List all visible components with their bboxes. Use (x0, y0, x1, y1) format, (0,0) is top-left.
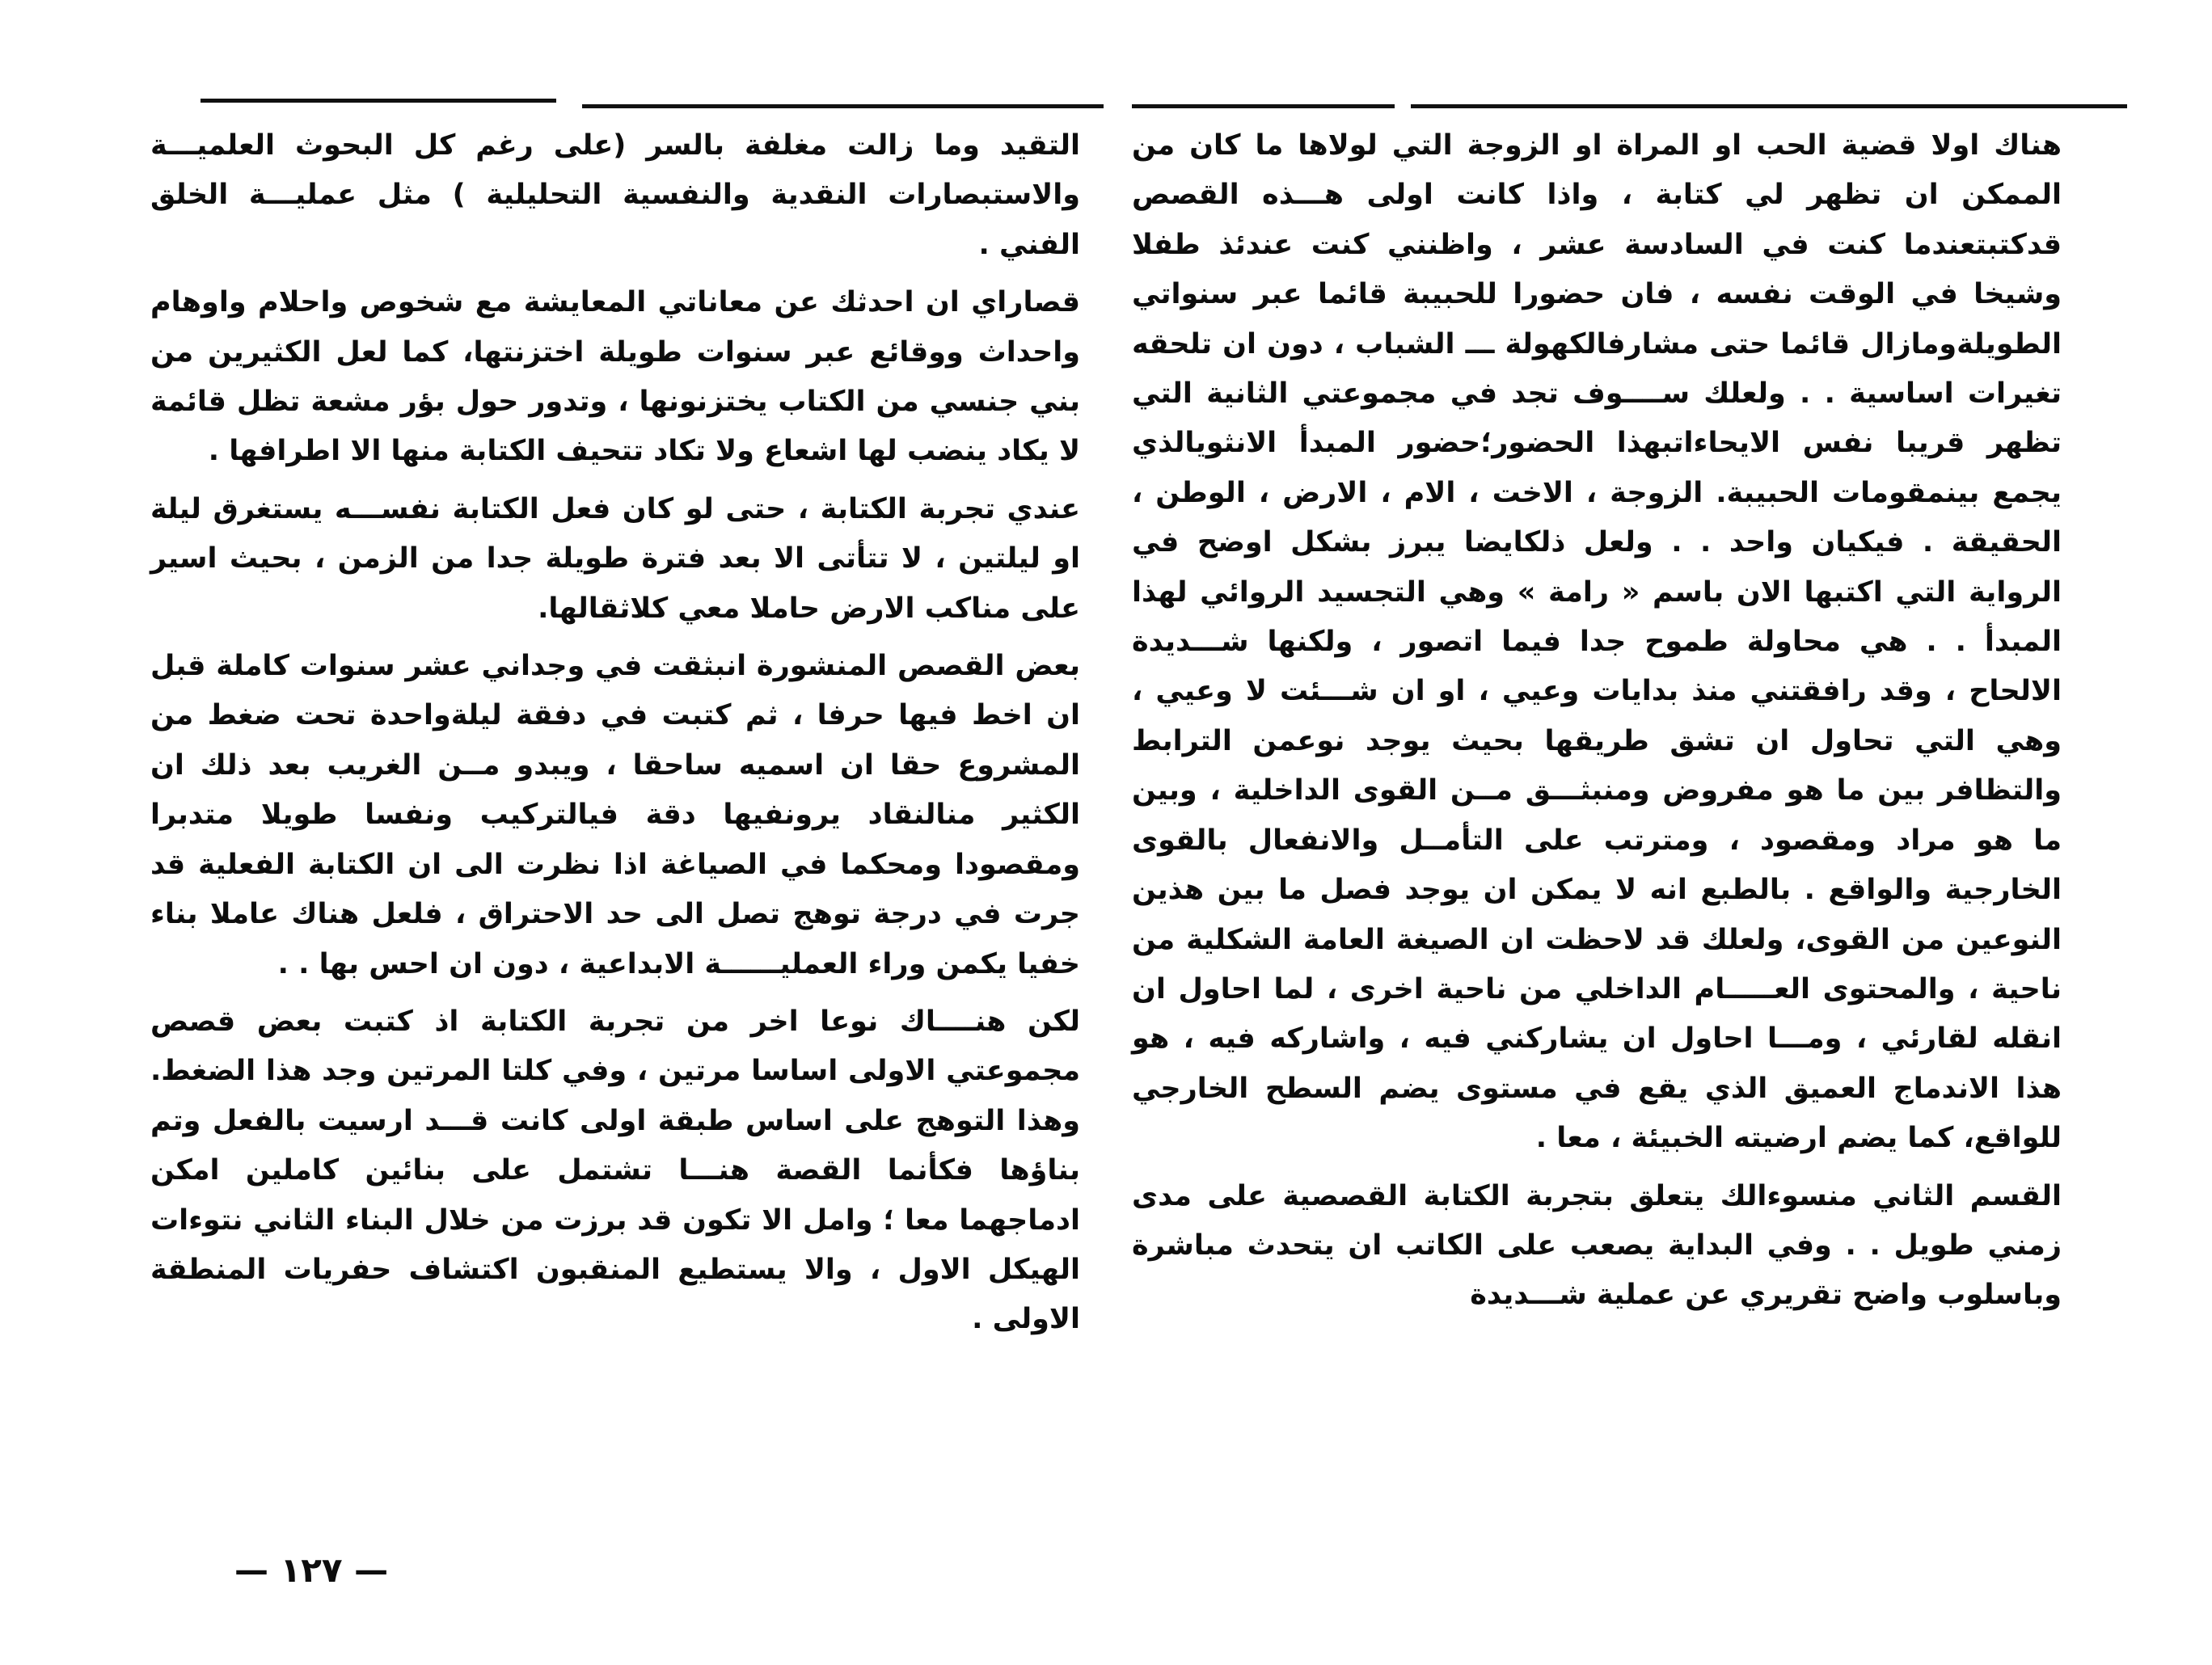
paragraph: لكن هنــــاك نوعا اخر من تجربة الكتابة اذ كتبت بعض قصص مجموعتي الاولى اساسا مرتين ، وفي كلتا المرتين وجد هذا الضغط. وهذا التوهج على اساس طبقة اولى كانت قـــد ارسيت بالفعل وتم بناؤها فكأنما القصة هنـــا تشتمل على بنائين كاملين امكن ادماجهما معا ؛ وامل الا تكون قد برزت من خلال البناء الثاني نتوءات الهيكل الاول ، والا يستطيع المنقبون اكتشاف حفريات المنطقة الاولى . (150, 1005, 1080, 1336)
top-rule-right-1 (1411, 104, 2127, 108)
top-rule-right-2 (1132, 104, 1395, 108)
page-number: — ١٢٧ — (234, 1550, 389, 1590)
paragraph: هناك اولا قضية الحب او المراة او الزوجة التي لولاها ما كان من الممكن ان تظهر لي كتابة ، واذا كانت اولى هـــذه القصص قدكتبتعندما كنت في السادسة عشر ، واظنني كنت عندئذ طفلا وشيخا في الوقت نفسه ، فان حضورا للحبيبة قائما عبر سنواتي الطويلةومازال قائما حتى مشارفالكهولة ـــ الشباب ، دون ان تلحقه تغيرات اساسية . . ولعلك ســــوف تجد في مجموعتي الثانية التي تظهر قريبا نفس الايحاءاتبهذا الحضور؛حضور المبدأ الانثويالذي يجمع بينمقومات الحبيبة. الزوجة ، الاخت ، الام ، الارض ، الوطن ، الحقيقة . فيكيان واحد . . ولعل ذلكايضا يبرز بشكل اوضح في الرواية التي اكتبها الان باسم « رامة » وهي التجسيد الروائي لهذا المبدأ . . هي محاولة طموح جدا فيما اتصور ، ولكنها شـــديدة الالحاح ، وقد رافقتني منذ بدايات وعيي ، او ان شـــئت لا وعيي ، وهي التي تحاول ان تشق طريقها بحيث يوجد نوعمن الترابط والتظافر بين ما هو مفروض ومنبثـــق مــن القوى الداخلية ، وبين ما هو مراد ومقصود ، ومترتب على التأمــل والانفعال بالقوى الخارجية والواقع . بالطبع انه لا يمكن ان يوجد فصل ما بين هذين النوعين من القوى، ولعلك قد لاحظت ان الصيغة العامة الشكلية من ناحية ، والمحتوى العـــــام الداخلي من ناحية اخرى ، لما احاول ان انقله لقارئي ، ومـــا احاول ان يشاركني فيه ، واشاركه فيه ، هو هذا الاندماج العميق الذي يقع في مستوى يضم السطح الخارجي للواقع، كما يضم ارضيته الخبيئة ، معا . (1132, 129, 2062, 1155)
text-column-left (150, 121, 1080, 1495)
paragraph: قصاراي ان احدثك عن معاناتي المعايشة مع شخوص واحلام واوهام واحداث ووقائع عبر سنوات طويلة اختزنتها، كما لعل الكثيرين من بني جنسي من الكتاب يختزنونها ، وتدور حول بؤر مشعة تظل قائمة لا يكاد ينضب لها اشعاع ولا تكاد تتحيف الكتابة منها الا اطرافها . (150, 286, 1080, 468)
top-rule-left-2 (201, 99, 556, 103)
paragraph: القسم الثاني منسوءالك يتعلق بتجربة الكتابة القصصية على مدى زمني طويل . . وفي البداية يصعب على الكاتب ان يتحدث مباشرة وباسلوب واضح تقريري عن عملية شـــديدة (1132, 1179, 2062, 1312)
top-rule-left-1 (582, 104, 1104, 108)
paragraph: عندي تجربة الكتابة ، حتى لو كان فعل الكتابة نفســـه يستغرق ليلة او ليلتين ، لا تتأتى الا بعد فترة طويلة جدا من الزمن ، بحيث اسير على مناكب الارض حاملا معي كلاثقالها. (150, 492, 1080, 625)
paragraph: التقيد وما زالت مغلفة بالسر (على رغم كل البحوث العلميـــة والاستبصارات النقدية والنفسية التحليلية ) مثل عمليـــة الخلق الفني . (150, 129, 1080, 261)
paragraph: بعض القصص المنشورة انبثقت في وجداني عشر سنوات كاملة قبل ان اخط فيها حرفا ، ثم كتبت في دفقة ليلةواحدة تحت ضغط من المشروع حقا ان اسميه ساحقا ، ويبدو مــن الغريب بعد ذلك ان الكثير منالنقاد يرونفيها دقة فيالتركيب ونفسا طويلا متدبرا ومقصودا ومحكما في الصياغة اذا نظرت الى ان الكتابة الفعلية قد جرت في درجة توهج تصل الى حد الاحتراق ، فلعل هناك عاملا بناء خفيا يكمن وراء العمليــــــة الابداعية ، دون ان احس بها . . (150, 650, 1080, 980)
text-column-right (1132, 121, 2062, 1495)
